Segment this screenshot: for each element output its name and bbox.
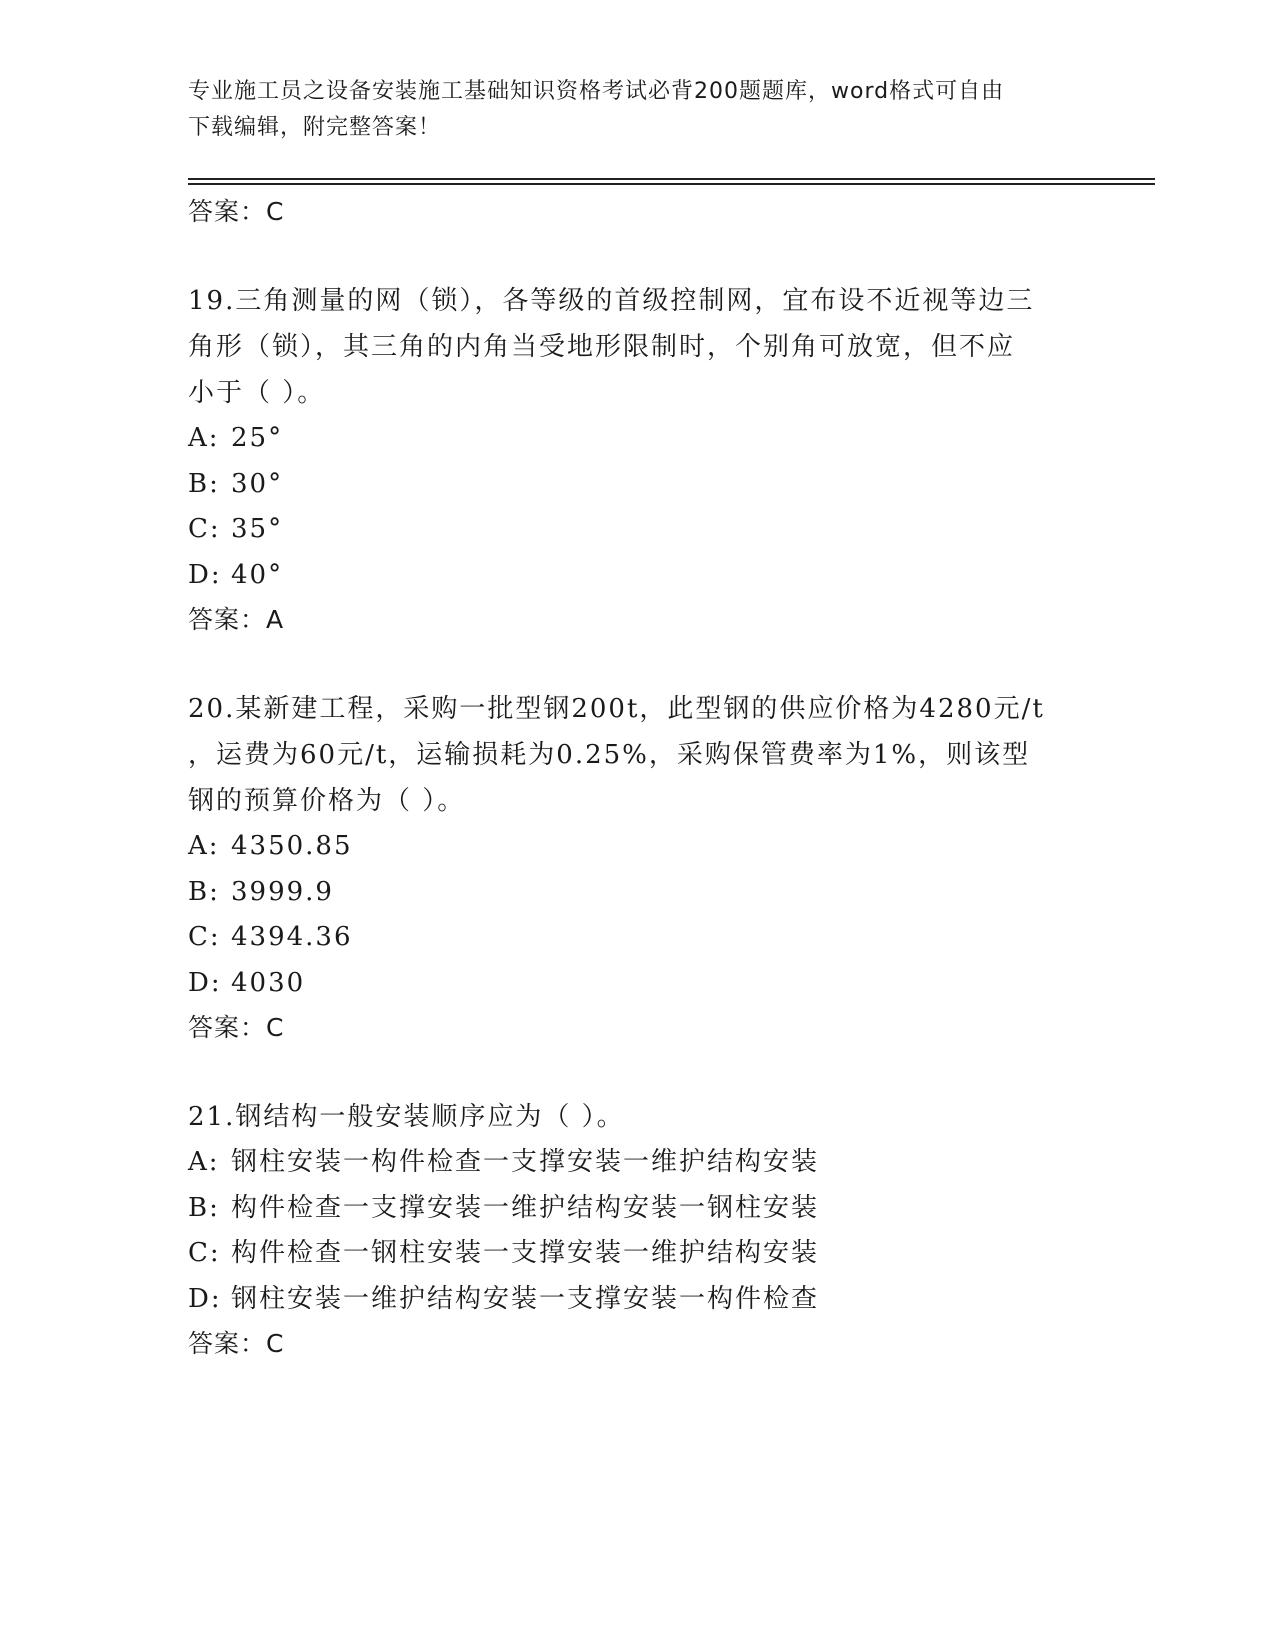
header-line-2: 下载编辑，附完整答案！ — [188, 115, 442, 140]
option-a — [188, 416, 1118, 462]
option-text: 构件检查一支撑安装一维护结构安装一钢柱安装 — [231, 1192, 820, 1223]
option-label: D: — [188, 559, 222, 590]
question-list — [188, 190, 1118, 1366]
previous-answer: 答案：C — [188, 197, 285, 226]
answer: 答案：A — [188, 605, 285, 634]
option-label: C: — [188, 922, 221, 952]
option-label: D: — [188, 1283, 222, 1314]
option-d — [188, 553, 1118, 599]
document-header — [188, 74, 1088, 146]
option-text: 构件检查一钢柱安装一支撑安装一维护结构安装 — [231, 1238, 820, 1268]
option-text: 4394.36 — [231, 922, 353, 952]
option-label: D: — [188, 967, 222, 998]
option-a — [188, 1140, 1118, 1186]
option-label: C: — [188, 1238, 221, 1268]
stem-line: 21.钢结构一般安装顺序应为（ ）。 — [188, 1102, 625, 1132]
stem-line: 19.三角测量的网（锁），各等级的首级控制网，宜布设不近视等边三 — [188, 286, 1035, 316]
option-b — [188, 870, 1118, 916]
option-text: 30° — [231, 468, 284, 499]
question-19 — [188, 278, 1118, 642]
header-rule-bottom — [188, 183, 1155, 185]
option-label: A: — [188, 1147, 220, 1177]
option-text: 钢柱安装一构件检查一支撑安装一维护结构安装 — [231, 1147, 820, 1177]
option-text: 25° — [231, 423, 284, 453]
option-b — [188, 1186, 1118, 1232]
option-b — [188, 462, 1118, 508]
option-c — [188, 915, 1118, 961]
option-text: 4350.85 — [231, 831, 353, 861]
question-20 — [188, 686, 1118, 1050]
question-stem — [188, 1094, 1118, 1140]
option-text: 4030 — [231, 967, 306, 998]
option-d — [188, 1277, 1118, 1323]
stem-line: 钢的预算价格为（ ）。 — [188, 786, 466, 816]
option-label: B: — [188, 1192, 220, 1223]
option-text: 钢柱安装一维护结构安装一支撑安装一构件检查 — [231, 1283, 820, 1314]
option-text: 35° — [231, 514, 284, 544]
answer: 答案：C — [188, 1013, 285, 1042]
option-c — [188, 507, 1118, 553]
header-rule-top — [188, 178, 1155, 180]
option-a — [188, 824, 1118, 870]
option-c — [188, 1231, 1118, 1277]
stem-line: ，运费为60元/t，运输损耗为0.25%，采购保管费率为1%，则该型 — [188, 740, 1031, 770]
question-stem — [188, 278, 1118, 416]
option-label: A: — [188, 423, 220, 453]
option-label: B: — [188, 468, 220, 499]
question-21 — [188, 1094, 1118, 1366]
header-line-1: 专业施工员之设备安装施工基础知识资格考试必背200题题库，word格式可自由 — [188, 79, 1005, 104]
option-d — [188, 961, 1118, 1007]
stem-line: 角形（锁），其三角的内角当受地形限制时，个别角可放宽，但不应 — [188, 332, 1016, 362]
option-text: 40° — [231, 559, 284, 590]
answer: 答案：C — [188, 1329, 285, 1358]
option-text: 3999.9 — [231, 876, 334, 907]
option-label: B: — [188, 876, 220, 907]
option-label: C: — [188, 514, 221, 544]
question-stem — [188, 686, 1118, 824]
stem-line: 20.某新建工程，采购一批型钢200t，此型钢的供应价格为4280元/t — [188, 694, 1045, 724]
stem-line: 小于（ ）。 — [188, 378, 326, 408]
option-label: A: — [188, 831, 220, 861]
